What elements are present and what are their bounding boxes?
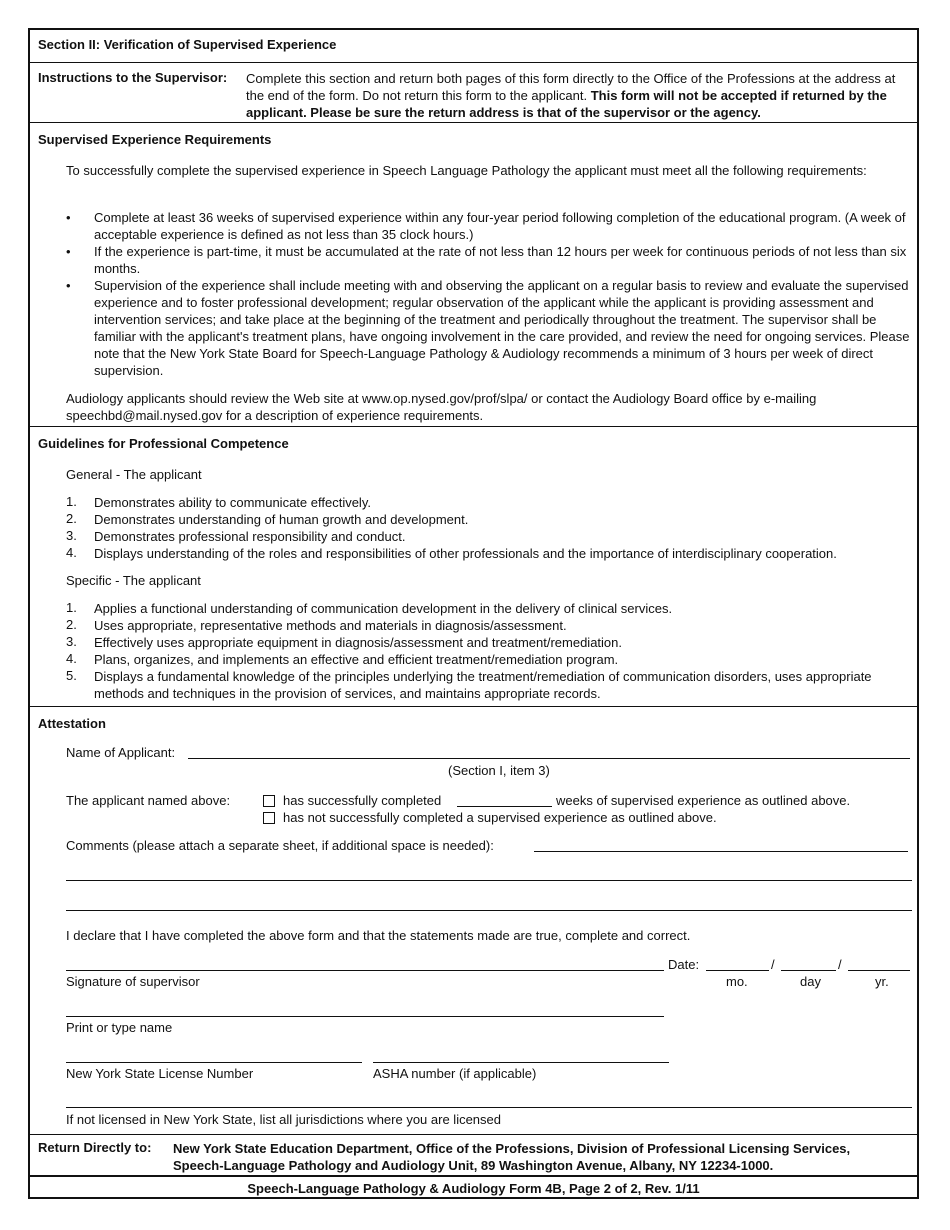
return-block [30,1135,917,1177]
guidelines-heading: Guidelines for Professional Competence [38,436,289,451]
list-number: 3. [66,634,77,649]
requirement-bullet-1: Complete at least 36 weeks of supervised experience within any four-year period following completion of the educational program. (A week of acceptable experience is defined as not less than 35 clock hours.) [94,210,906,242]
date-mo-label: mo. [726,974,748,989]
specific-item: Effectively uses appropriate equipment in diagnosis/assessment and treatment/remediation. [94,635,622,650]
print-name-line[interactable] [66,1016,664,1017]
requirements-intro: To successfully complete the supervised experience in Speech Language Pathology the applicant must meet all the following requirements: [66,163,867,178]
specific-item: Plans, organizes, and implements an effective and efficient treatment/remediation program. [94,652,619,667]
return-line-2: Speech-Language Pathology and Audiology Unit, 89 Washington Avenue, Albany, NY 12234-1000. [173,1158,774,1173]
list-number: 1. [66,494,77,509]
requirement-bullet-3: Supervision of the experience shall include meeting with and observing the applicant on a regular basis to review and evaluate the supervised experience and to foster professional development; regular observation of the applicant while the applicant is providing assessment and intervention services; and take place at the beginning of the treatment and periodically throughout the treatment. The supervisor shall be familiar with the applicant's treatment plans, have ongoing involvement in the care provided, and review the need for ongoing services. Please note that the New York State Board for Speech-Language Pathology & Audiology recommends a minimum of 3 hours per week of direct supervision. [94,278,910,378]
bullet-mark: • [66,210,71,225]
requirements-heading: Supervised Experience Requirements [38,132,272,147]
date-month-line[interactable] [706,970,769,971]
requirements-block [30,123,917,427]
return-line-1: New York State Education Department, Office of the Professions, Division of Professional Licensing Services, [173,1141,851,1156]
license-label: New York State License Number [66,1066,254,1081]
comments-line-3[interactable] [66,910,912,911]
license-number-line[interactable] [66,1062,362,1063]
print-name-label: Print or type name [66,1020,173,1035]
attestation-heading: Attestation [38,716,106,731]
signature-line[interactable] [66,970,664,971]
audiology-note: Audiology applicants should review the Web site at www.op.nysed.gov/prof/slpa/ or contact the Audiology Board office by e-mailing speechbd@mail.nysed.gov for a description of experience requirements. [66,391,817,423]
date-sep: / [838,957,842,972]
name-sub-label: (Section I, item 3) [448,763,550,778]
jurisdictions-line[interactable] [66,1107,912,1108]
list-number: 4. [66,651,77,666]
instructions-label: Instructions to the Supervisor: [38,70,228,85]
option1-text-b: weeks of supervised experience as outlined above. [556,793,851,808]
bullet-mark: • [66,278,71,293]
requirement-bullet-2: If the experience is part-time, it must be accumulated at the rate of not less than 12 hours per week for continuous periods of not less than six months. [94,244,907,276]
name-input-line[interactable] [188,758,910,759]
instructions-block [30,63,917,123]
date-yr-label: yr. [875,974,889,989]
weeks-input-line[interactable] [457,806,552,807]
comments-line-2[interactable] [66,880,912,881]
return-address [173,1140,913,1174]
instructions-body: Complete this section and return both pages of this form directly to the Office of the Professions at the address at the end of the form. Do not return this form to the applicant. [246,71,896,103]
list-number: 4. [66,545,77,560]
name-label: Name of Applicant: [66,745,176,760]
section-title: Section II: Verification of Supervised Experience [38,37,337,52]
instructions-text [246,70,914,121]
section-title-bar [30,30,917,63]
form-page [28,28,919,1199]
instructions-bold: This form will not be accepted if returned by the applicant. Please be sure the return address is that of the supervisor or the agency. [246,88,887,120]
specific-item: Displays a fundamental knowledge of the principles underlying the treatment/remediation of communication disorders, uses appropriate methods and techniques in the provision of services, and maintains appropriate records. [94,669,872,701]
bullet-mark: • [66,244,71,259]
declaration-text: I declare that I have completed the above form and that the statements made are true, complete and correct. [66,928,691,943]
comments-label: Comments (please attach a separate sheet, if additional space is needed): [66,838,494,853]
general-label: General - The applicant [66,467,202,482]
comments-line-1[interactable] [534,851,908,852]
list-number: 2. [66,511,77,526]
list-number: 5. [66,668,77,683]
specific-item: Uses appropriate, representative methods and materials in diagnosis/assessment. [94,618,567,633]
specific-label: Specific - The applicant [66,573,201,588]
general-item: Demonstrates professional responsibility and conduct. [94,529,406,544]
asha-number-line[interactable] [373,1062,669,1063]
date-day-label: day [800,974,821,989]
date-year-line[interactable] [848,970,910,971]
signature-label: Signature of supervisor [66,974,200,989]
option2-text: has not successfully completed a supervised experience as outlined above. [283,810,717,825]
form-footer: Speech-Language Pathology & Audiology Form 4B, Page 2 of 2, Rev. 1/11 [247,1181,700,1196]
general-item: Demonstrates ability to communicate effectively. [94,495,371,510]
date-label: Date: [668,957,700,972]
general-item: Displays understanding of the roles and responsibilities of other professionals and the importance of interdisciplinary cooperation. [94,546,837,561]
return-label: Return Directly to: [38,1140,152,1155]
date-sep: / [771,957,775,972]
guidelines-block [30,427,917,707]
jurisdictions-label: If not licensed in New York State, list all jurisdictions where you are licensed [66,1112,501,1127]
completed-checkbox[interactable] [263,795,275,807]
not-completed-checkbox[interactable] [263,812,275,824]
specific-item: Applies a functional understanding of communication development in the delivery of clinical services. [94,601,673,616]
applicant-label: The applicant named above: [66,793,231,808]
general-item: Demonstrates understanding of human growth and development. [94,512,469,527]
attestation-block [30,707,917,1135]
option1-text-a: has successfully completed [283,793,442,808]
list-number: 1. [66,600,77,615]
list-number: 2. [66,617,77,632]
date-day-line[interactable] [781,970,836,971]
list-number: 3. [66,528,77,543]
asha-label: ASHA number (if applicable) [373,1066,537,1081]
